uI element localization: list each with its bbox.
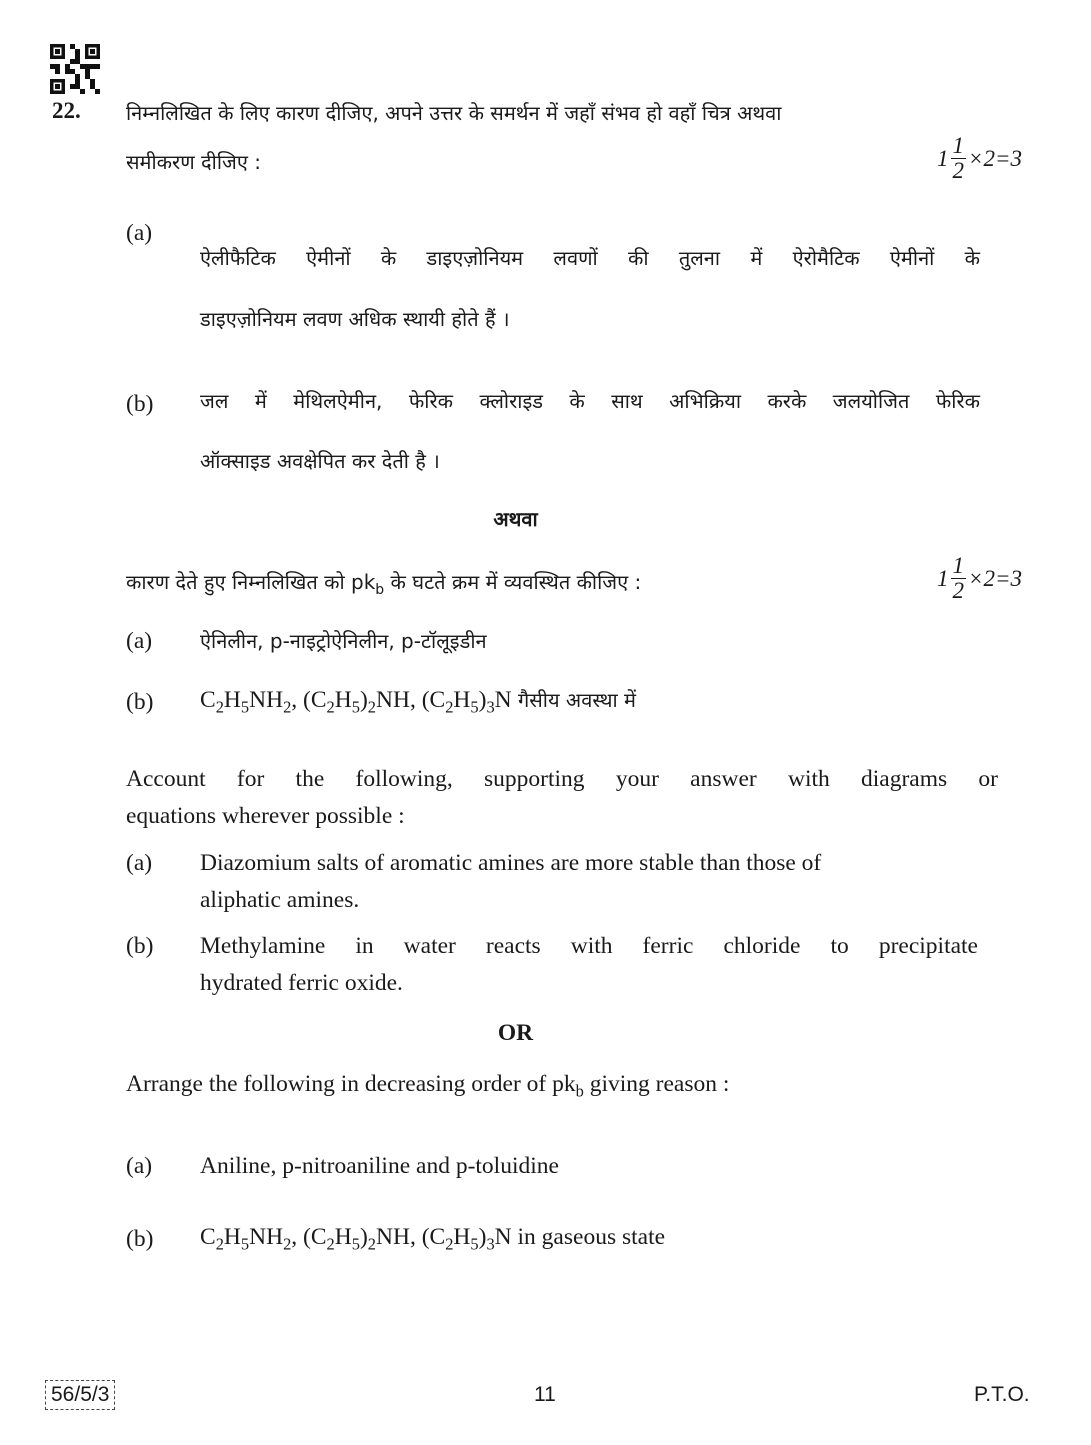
hindi-part-a-line1: ऐलीफैटिक ऐमीनों के डाइएज़ोनियम लवणों की तुलना में ऐरोमैटिक ऐमीनों के bbox=[200, 246, 980, 270]
english-intro-line1: Account for the following, supporting your answer with diagrams or bbox=[126, 766, 998, 792]
hindi-part-b-label: (b) bbox=[126, 391, 154, 417]
hindi-intro-line1: निम्नलिखित के लिए कारण दीजिए, अपने उत्तर के समर्थन में जहाँ संभव हो वहाँ चित्र अथवा bbox=[126, 101, 782, 125]
hindi-or-part-a-label: (a) bbox=[126, 628, 153, 654]
page-number: 11 bbox=[534, 1383, 556, 1406]
english-or-part-b-label: (b) bbox=[126, 1226, 154, 1252]
hindi-marks: 1 $\frac{1}{2}$ ×2=3 bbox=[937, 133, 1023, 184]
english-intro-line2: equations wherever possible : bbox=[126, 803, 405, 829]
hindi-part-a-label: (a) bbox=[126, 220, 153, 246]
hindi-part-a-line2: डाइएज़ोनियम लवण अधिक स्थायी होते हैं । bbox=[200, 307, 510, 331]
english-or-label: OR bbox=[497, 1020, 534, 1046]
hindi-or-intro: कारण देते हुए निम्नलिखित को $pk_b$ के घटते क्रम में व्यवस्थित कीजिए : bbox=[126, 570, 642, 598]
pto-label: P.T.O. bbox=[974, 1383, 1030, 1406]
hindi-or-part-a-text: ऐनिलीन, p-नाइट्रोऐनिलीन, p-टॉलूइडीन bbox=[200, 629, 487, 653]
english-or-part-a-label: (a) bbox=[126, 1153, 153, 1179]
hindi-or-part-b-text: $C_2H_5NH_2$, $(C_2H_5)_2NH$, $(C_2H_5)_3N$ गैसीय अवस्था में bbox=[200, 687, 636, 717]
formula: $C_2H_5NH_2$, $(C_2H_5)_2NH$, $(C_2H_5)_3N$ bbox=[200, 1224, 512, 1254]
hindi-or-label: अथवा bbox=[493, 507, 538, 531]
hindi-or-part-b-label: (b) bbox=[126, 689, 154, 715]
english-part-b-label: (b) bbox=[126, 933, 154, 959]
english-part-b-line2: hydrated ferric oxide. bbox=[200, 970, 403, 996]
qr-code bbox=[50, 44, 100, 94]
english-part-b-line1: Methylamine in water reacts with ferric chloride to precipitate bbox=[200, 933, 978, 959]
english-part-a-line1: Diazomium salts of aromatic amines are more stable than those of bbox=[200, 850, 822, 876]
english-or-intro: Arrange the following in decreasing order of $pk_b$ giving reason : bbox=[126, 1071, 730, 1101]
paper-code: 56/5/3 bbox=[45, 1380, 115, 1410]
english-part-a-label: (a) bbox=[126, 850, 153, 876]
question-number: 22. bbox=[52, 98, 81, 123]
english-or-part-a-text: Aniline, p-nitroaniline and p-toluidine bbox=[200, 1153, 559, 1179]
hindi-part-b-line1: जल में मेथिलऐमीन, फेरिक क्लोराइड के साथ अभिक्रिया करके जलयोजित फेरिक bbox=[200, 389, 980, 413]
formula: $C_2H_5NH_2$, $(C_2H_5)_2NH$, $(C_2H_5)_3N$ bbox=[200, 687, 512, 717]
hindi-intro-line2: समीकरण दीजिए : bbox=[126, 150, 261, 174]
hindi-part-b-line2: ऑक्साइड अवक्षेपित कर देती है । bbox=[200, 449, 440, 473]
hindi-or-marks: 1 $\frac{1}{2}$ ×2=3 bbox=[937, 553, 1023, 604]
english-or-part-b-text: $C_2H_5NH_2$, $(C_2H_5)_2NH$, $(C_2H_5)_3N$ in gaseous state bbox=[200, 1224, 666, 1254]
english-part-a-line2: aliphatic amines. bbox=[200, 887, 360, 913]
